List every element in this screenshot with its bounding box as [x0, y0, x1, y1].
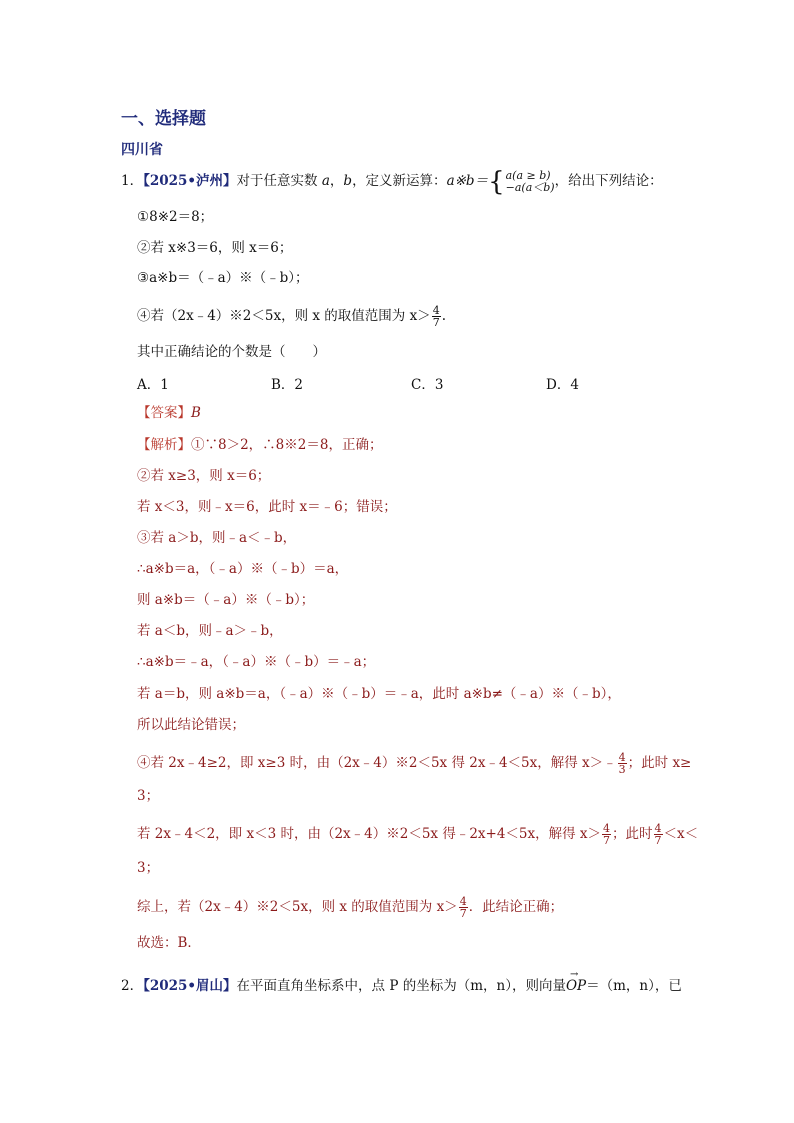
- section-title: 一、选择题: [121, 109, 206, 129]
- analysis-step-7: 若 a＜b，则﹣a＞﹣b，: [137, 623, 283, 639]
- s15-den: 7: [459, 907, 467, 920]
- s11-fraction: [618, 752, 627, 775]
- s13-tail: ＜x＜: [663, 826, 699, 842]
- q2-vector: → OP: [566, 974, 586, 998]
- option-b[interactable]: B．2: [271, 377, 304, 393]
- answer-value: B: [191, 405, 201, 421]
- analysis-step-15: [137, 894, 563, 920]
- q1-op: a※b＝: [446, 173, 489, 189]
- brace-glyph: {: [488, 166, 505, 197]
- analysis-step-9: 若 a＝b，则 a※b＝a，（﹣a）※（﹣b）＝﹣a，此时 a※b≠（﹣a）※（﹣b），: [137, 686, 621, 702]
- analysis-line-1: [137, 435, 382, 455]
- option-a[interactable]: A．1: [137, 377, 169, 393]
- c4-den: 7: [432, 316, 440, 329]
- q1-conclusion-1: ①8※2＝8；: [137, 209, 214, 225]
- c4-end: .: [441, 308, 446, 324]
- option-c[interactable]: C．3: [411, 377, 444, 393]
- option-d[interactable]: D．4: [546, 377, 579, 393]
- q1-comma: ，: [329, 173, 344, 189]
- q1-conclusion-2: ②若 x※3＝6，则 x＝6；: [137, 240, 293, 256]
- analysis-conclusion: 故选：B．: [137, 935, 201, 951]
- analysis-step-8: ∴a※b＝﹣a，（﹣a）※（﹣b）＝﹣a；: [137, 654, 376, 670]
- s15-tail: ．此结论正确；: [468, 899, 564, 915]
- analysis-step-12: 3；: [137, 788, 160, 804]
- s13-den: 7: [603, 834, 611, 847]
- region-heading: 四川省: [121, 142, 163, 158]
- s15-num: 4: [459, 895, 467, 908]
- q2-stem: [121, 974, 682, 998]
- answer-label: 【答案】: [137, 405, 191, 421]
- s11-num: 4: [618, 751, 626, 764]
- q1-var-a: a: [321, 173, 330, 189]
- q1-cases: [506, 170, 555, 194]
- q1-conclusion-3: ③a※b＝（﹣a）※（﹣b）；: [137, 270, 309, 286]
- analysis-step-10: 所以此结论错误；: [137, 717, 245, 733]
- c4-fraction: [432, 305, 441, 328]
- q2-text-b: ＝（m，n），已: [586, 978, 682, 994]
- q2-text-a: 在平面直角坐标系中，点 P 的坐标为（m，n），则向量: [236, 978, 566, 994]
- s13-text: 若 2x﹣4＜2，即 x＜3 时，由（2x﹣4）※2＜5x 得﹣2x+4＜5x，解得 x＞: [137, 826, 602, 842]
- s15-text: 综上，若（2x﹣4）※2＜5x，则 x 的取值范围为 x＞: [137, 899, 458, 915]
- analysis-step-5: ∴a※b＝a，（﹣a）※（﹣b）＝a，: [137, 561, 349, 577]
- analysis-step-2: ②若 x≥3，则 x＝6；: [137, 468, 271, 484]
- analysis-step-11: [137, 750, 691, 776]
- s11-den: 3: [618, 763, 626, 776]
- s13-fraction: [602, 823, 611, 846]
- q1-var-b: b: [343, 173, 353, 189]
- analysis-step-3: 若 x＜3，则﹣x＝6，此时 x＝﹣6；错误；: [137, 499, 397, 515]
- s11-tail: ；此时 x≥: [627, 755, 692, 771]
- case-bottom: −a(a＜b): [505, 180, 555, 194]
- s13-den-2: 7: [654, 834, 662, 847]
- analysis-step-14: 3；: [137, 860, 160, 876]
- case-top: a(a ≥ b): [505, 168, 551, 182]
- q1-stem-c: ，给出下列结论：: [554, 173, 663, 189]
- analysis-step-1: ①∵8＞2，∴8※2＝8，正确；: [191, 437, 383, 453]
- q1-stem-b: ，定义新运算：: [352, 173, 447, 189]
- c4-num: 4: [432, 304, 440, 317]
- analysis-step-6: 则 a※b＝（﹣a）※（﹣b）；: [137, 592, 315, 608]
- q2-number: 2．: [121, 978, 144, 994]
- q1-stem-a: 对于任意实数: [236, 173, 318, 189]
- c4-text: ④若（2x﹣4）※2＜5x，则 x 的取值范围为 x＞: [137, 308, 431, 324]
- analysis-step-4: ③若 a＞b，则﹣a＜﹣b，: [137, 530, 297, 546]
- s13-mid: ；此时: [612, 826, 653, 842]
- q2-source: 【2025•眉山】: [143, 978, 237, 994]
- s13-fraction-2: [654, 823, 663, 846]
- q1-conclusion-4: [137, 303, 446, 329]
- q1-ask: 其中正确结论的个数是（ ）: [137, 344, 326, 360]
- s15-fraction: [459, 896, 468, 919]
- q1-source: 【2025•泸州】: [143, 173, 237, 189]
- analysis-label: 【解析】: [137, 437, 191, 453]
- s13-num-2: 4: [654, 822, 662, 835]
- answer-line: [137, 403, 201, 423]
- analysis-step-13: [137, 821, 698, 847]
- q1-number: 1．: [121, 173, 144, 189]
- s13-num: 4: [603, 822, 611, 835]
- q1-stem: [121, 168, 663, 195]
- s11-text: ④若 2x﹣4≥2，即 x≥3 时，由（2x﹣4）※2＜5x 得 2x﹣4＜5x，解得 x＞﹣: [137, 755, 617, 771]
